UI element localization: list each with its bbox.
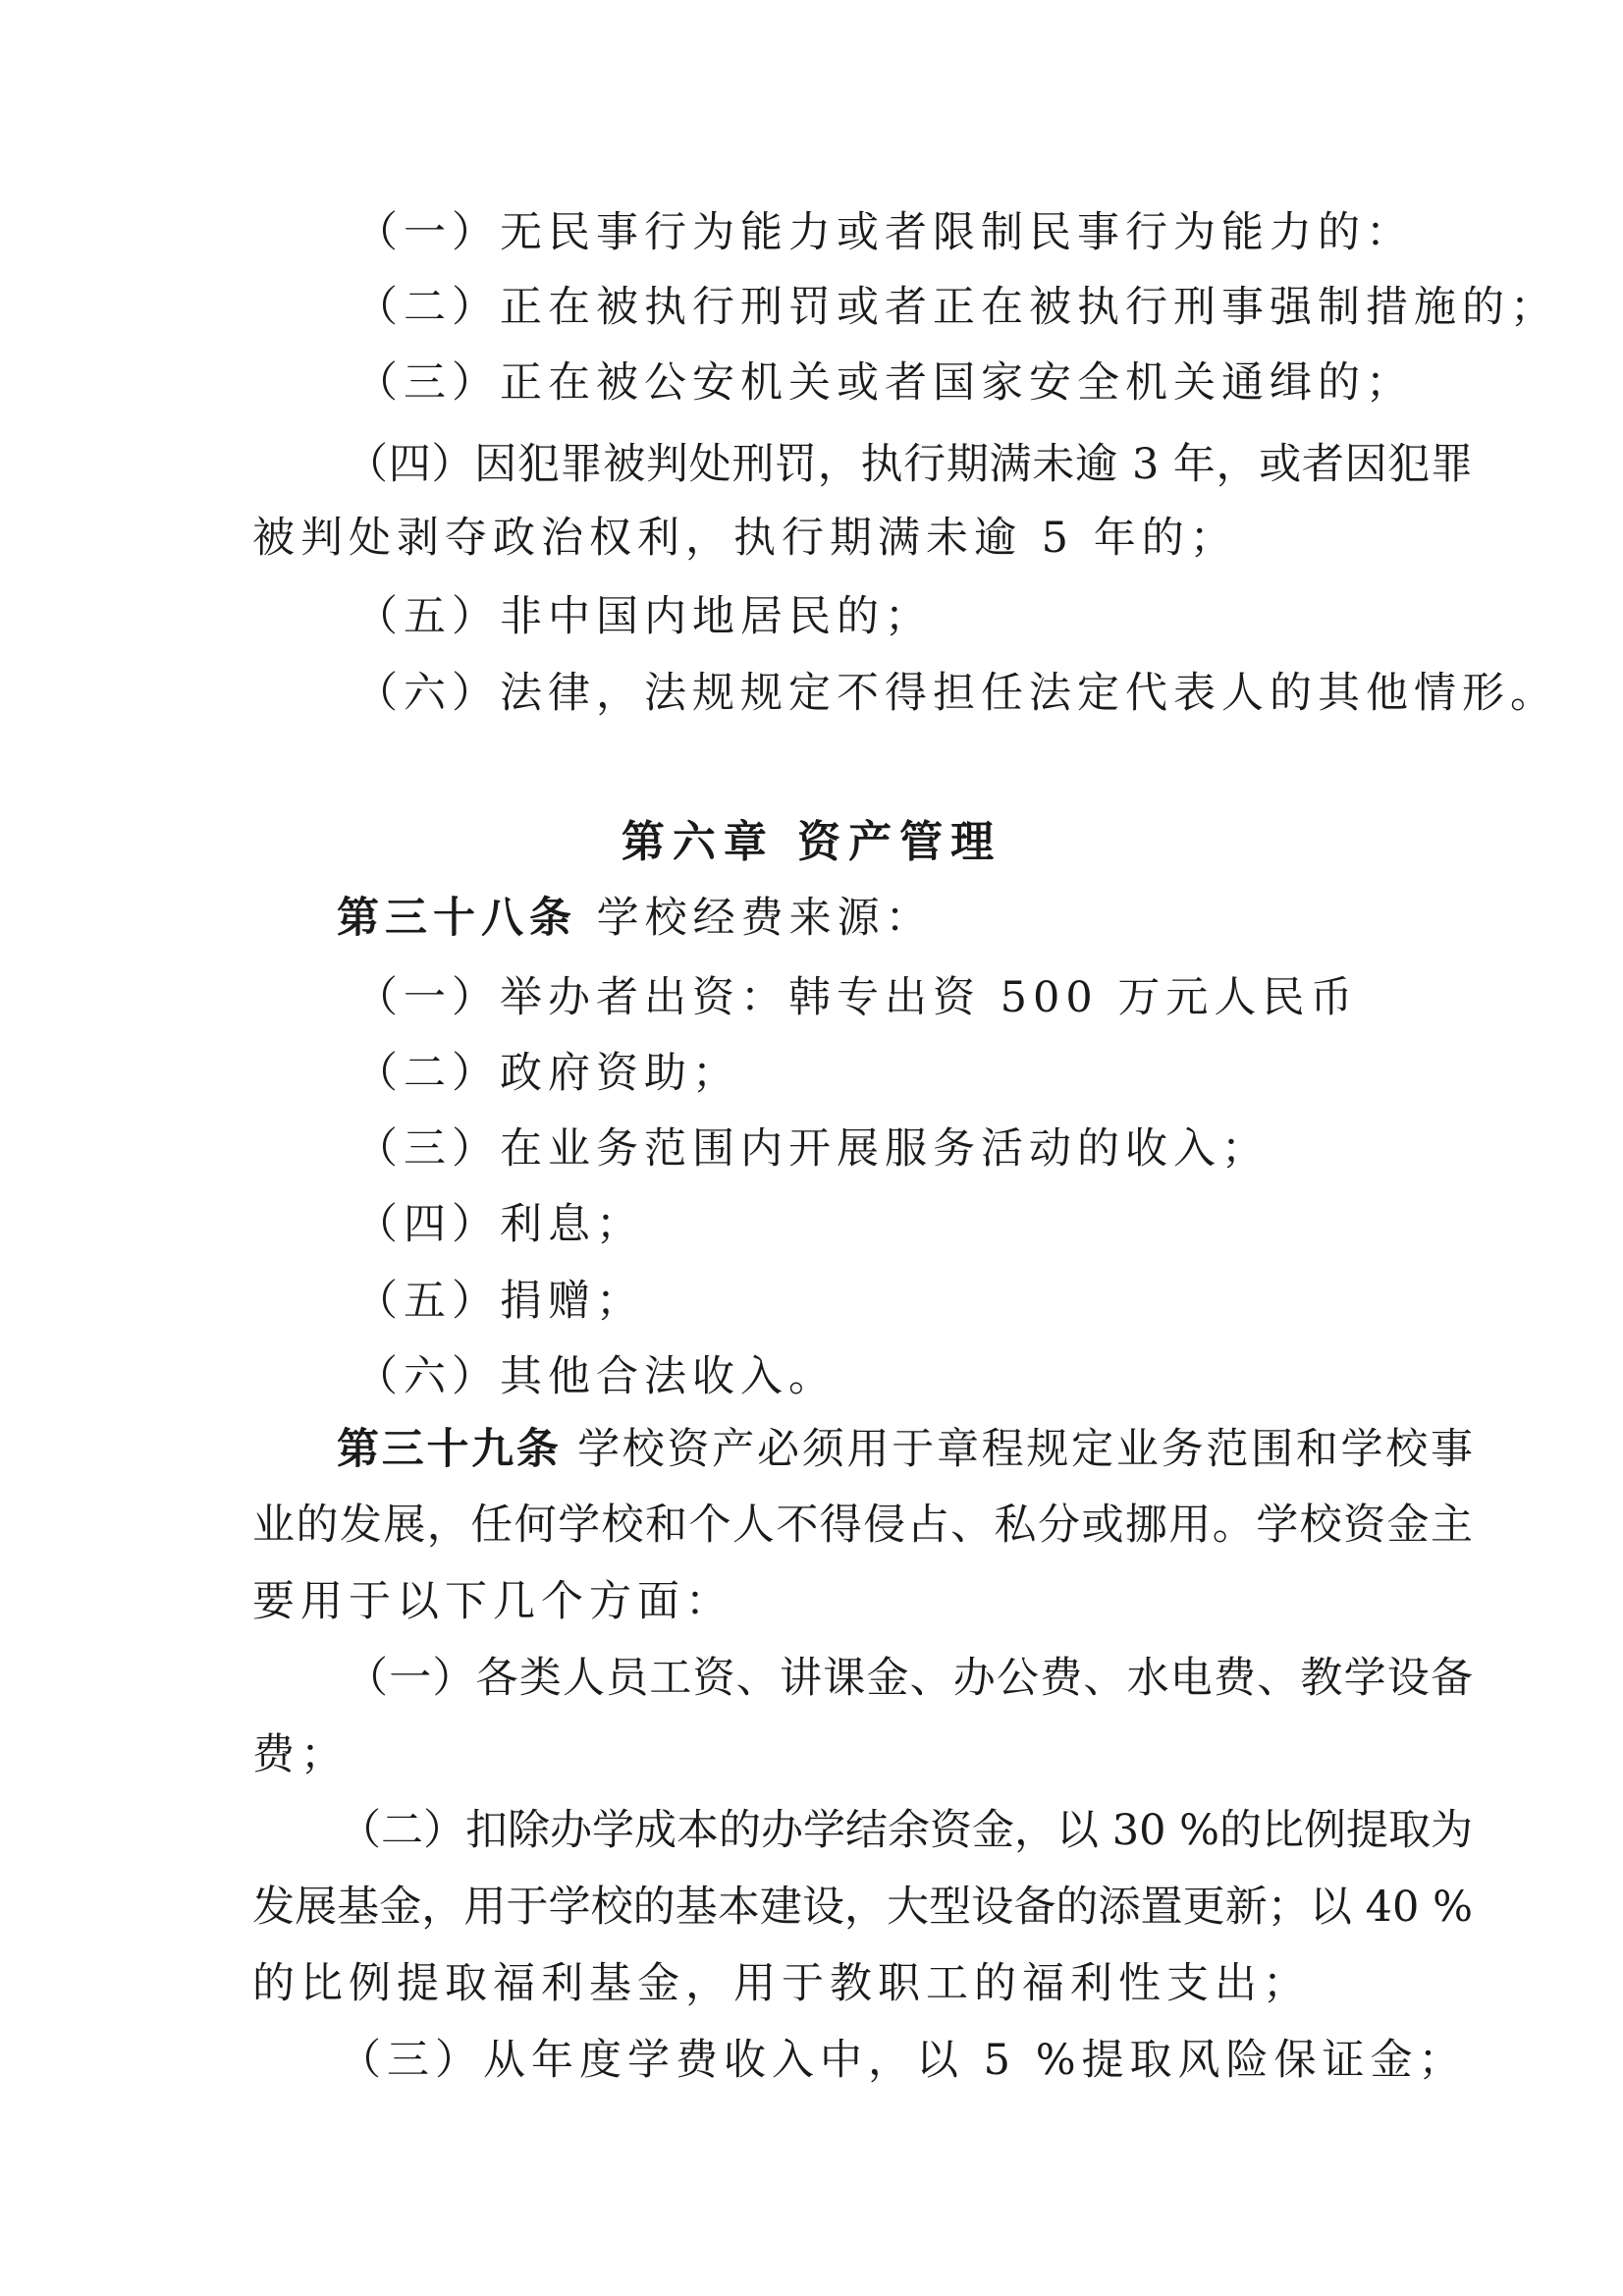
- article-38: [337, 881, 1535, 956]
- article-text-continuation: 业的发展，任何学校和个人不得侵占、私分或挪用。学校资金主: [252, 1501, 1473, 1550]
- article-text: 学校经费来源：: [596, 894, 934, 943]
- list-item: （三）从年度学费收入中，以 5 %提取风险保证金；: [339, 2036, 1467, 2085]
- article-text-continuation: 要用于以下几个方面：: [252, 1577, 733, 1626]
- list-item-continuation: 的比例提取福利基金，用于教职工的福利性支出；: [252, 1959, 1311, 2008]
- article-39: [337, 1412, 1473, 1487]
- list-item-continuation: 费；: [252, 1730, 349, 1779]
- list-item: （四）因犯罪被判处刑罚，执行期满未逾 3 年，或者因犯罪: [346, 440, 1473, 489]
- chapter-title: 第六章 资产管理: [621, 817, 1002, 867]
- list-item: （一）无民事行为能力或者限制民事行为能力的：: [355, 208, 1414, 257]
- list-item: （五）捐赠；: [355, 1277, 644, 1326]
- list-item-continuation: 被判处剥夺政治权利，执行期满未逾 5 年的；: [252, 514, 1238, 563]
- list-item: （五）非中国内地居民的；: [355, 592, 933, 641]
- list-item: （四）利息；: [355, 1200, 644, 1249]
- article-heading: 第三十九条: [337, 1425, 562, 1474]
- list-item-continuation: 发展基金，用于学校的基本建设，大型设备的添置更新；以 40 %: [252, 1883, 1473, 1932]
- article-heading: 第三十八条: [337, 894, 577, 943]
- article-text: 学校资产必须用于章程规定业务范围和学校事: [577, 1425, 1474, 1474]
- list-item: （二）正在被执行刑罚或者正在被执行刑事强制措施的；: [355, 283, 1558, 332]
- list-item: （二）扣除办学成本的办学结余资金，以 30 %的比例提取为: [339, 1806, 1473, 1855]
- list-item: （一）举办者出资：韩专出资 500 万元人民币: [355, 973, 1359, 1022]
- list-item: （六）其他合法收入。: [355, 1352, 837, 1401]
- list-item: （六）法律，法规规定不得担任法定代表人的其他情形。: [355, 669, 1558, 718]
- list-item: （二）政府资助；: [355, 1049, 740, 1098]
- list-item: （三）在业务范围内开展服务活动的收入；: [355, 1124, 1270, 1174]
- list-item: （一）各类人员工资、讲课金、办公费、水电费、教学设备: [346, 1654, 1473, 1703]
- list-item: （三）正在被公安机关或者国家安全机关通缉的；: [355, 358, 1414, 408]
